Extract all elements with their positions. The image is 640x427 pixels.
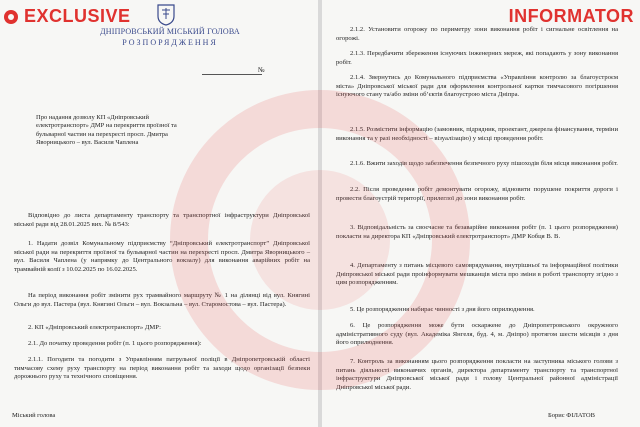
number-sign: № xyxy=(258,66,265,74)
document-subject: Про надання дозволу КП «Дніпровський електротранспорт» ДМР на перекриття проїзної та бульварної частин на перехресті просп. Дмитра Яворницького – вул. Василя Чаплена xyxy=(36,114,177,147)
exclusive-label: EXCLUSIVE xyxy=(24,6,131,26)
paragraph-2-1-1: 2.1.1. Погодити та погодити з Управлінням патрульної поліції в Дніпропетровській області тимчасову схему руху транспорту на період виконання робіт та заходи щодо організації безпеки дорожнього руху та технічного сповіщення. xyxy=(14,356,310,381)
paragraph-4: 4. Департаменту з питань місцевого самоврядування, внутрішньої та інформаційної політики Дніпровської міської ради проінформувати мешканців міста про зміни в роботі транспорту згідно з цим розпорядженням. xyxy=(336,262,618,287)
paragraph-5: 5. Це розпорядження набирає чинності з дня його оприлюднення. xyxy=(350,306,535,313)
paragraph-1: 1. Надати дозвіл Комунальному підприємству “Дніпровський електротранспорт” Дніпровської міської ради на перекриття проїзної та бульварної частин на перехресті просп. Дмитра Яворницького – вул. Василя Чаплена (у напрямку до Центрального вокзалу) для виконання аварійних робіт на трамвайній колії з 10.02.2025 по 16.02.2025. xyxy=(14,240,310,273)
document-type: РОЗПОРЯДЖЕННЯ xyxy=(122,38,218,47)
authority-title: ДНІПРОВСЬКИЙ МІСЬКИЙ ГОЛОВА xyxy=(100,27,240,36)
document-page-left xyxy=(0,0,318,427)
record-icon xyxy=(4,10,18,24)
paragraph-2-1-3: 2.1.3. Передбачити збереження існуючих інженерних мереж, які попадають у зону виконання робіт. xyxy=(336,50,618,66)
document-page-right xyxy=(322,0,640,427)
paragraph-2: 2. КП «Дніпровський електротранспорт» ДМР: xyxy=(28,324,161,331)
paragraph-intro: Відповідно до листа департаменту транспорту та транспортної інфраструктури Дніпровської міської ради від 28.01.2025 вих. № 8/543: xyxy=(14,212,310,228)
informator-logo: INFORMATOR xyxy=(508,6,634,26)
paragraph-3: 3. Відповідальність за своєчасне та безаварійне виконання робіт (п. 1 цього розпорядження) покласти на директора КП «Дніпровський електротранспорт» ДМР Кобця В. В. xyxy=(336,224,618,240)
signature-name: Борис ФІЛАТОВ xyxy=(548,412,595,419)
paragraph-2-1-4: 2.1.4. Звернутись до Комунального підприємства «Управління контролю за благоустроєм міста» Дніпровської міської ради для оформлення контрольної картки тимчасового погіршення існуючого стану та/або зміни об’єктів благоустрою міста Дніпра. xyxy=(336,74,618,99)
paragraph-6: 6. Це розпорядження може бути оскаржене до Дніпропетровського окружного адміністративного суду (вул. Академіка Янгеля, буд. 4, м. Дніпро) протягом шести місяців з дня його оприлюднення. xyxy=(336,322,618,347)
paragraph-1-route: На період виконання робіт змінити рух трамвайного маршруту № 1 на ділянці від вул. Княгині Ольги до вул. Пастера (вул. Княгині Ольги – вул. Вокзальна – вул. Старомостова – вул. Пастера). xyxy=(14,292,310,308)
city-crest-icon xyxy=(157,4,175,26)
paragraph-7: 7. Контроль за виконанням цього розпорядження покласти на заступника міського голови з питань діяльності виконавчих органів, директора департаменту транспорту та транспортної інфраструктури Дніпровської міської ради і голову Центральної районної адміністрації Дніпровської міської ради. xyxy=(336,358,618,391)
exclusive-badge xyxy=(4,6,131,27)
signature-position: Міський голова xyxy=(12,412,56,419)
number-line xyxy=(202,74,262,75)
paragraph-2-1-6: 2.1.6. Вжити заходів щодо забезпечення безпечного руху пішоходів біля місця виконання робіт. xyxy=(350,160,618,167)
paragraph-2-1-2: 2.1.2. Установити огорожу по периметру зони виконання робіт і сигнальне освітлення на огорожі. xyxy=(336,26,618,42)
paragraph-2-2: 2.2. Після проведення робіт демонтувати огорожу, відновити порушене покриття дороги і провести благоустрій території, прилеглої до зони виконання робіт. xyxy=(336,186,618,202)
paragraph-2-1-5: 2.1.5. Розмістити інформацію (замовник, підрядник, проектант, джерела фінансування, терміни виконання та у разі необхідності – візуалізацію) у місці проведення робіт. xyxy=(336,126,618,142)
paragraph-2-1: 2.1. До початку проведення робіт (п. 1 цього розпорядження): xyxy=(28,340,202,347)
